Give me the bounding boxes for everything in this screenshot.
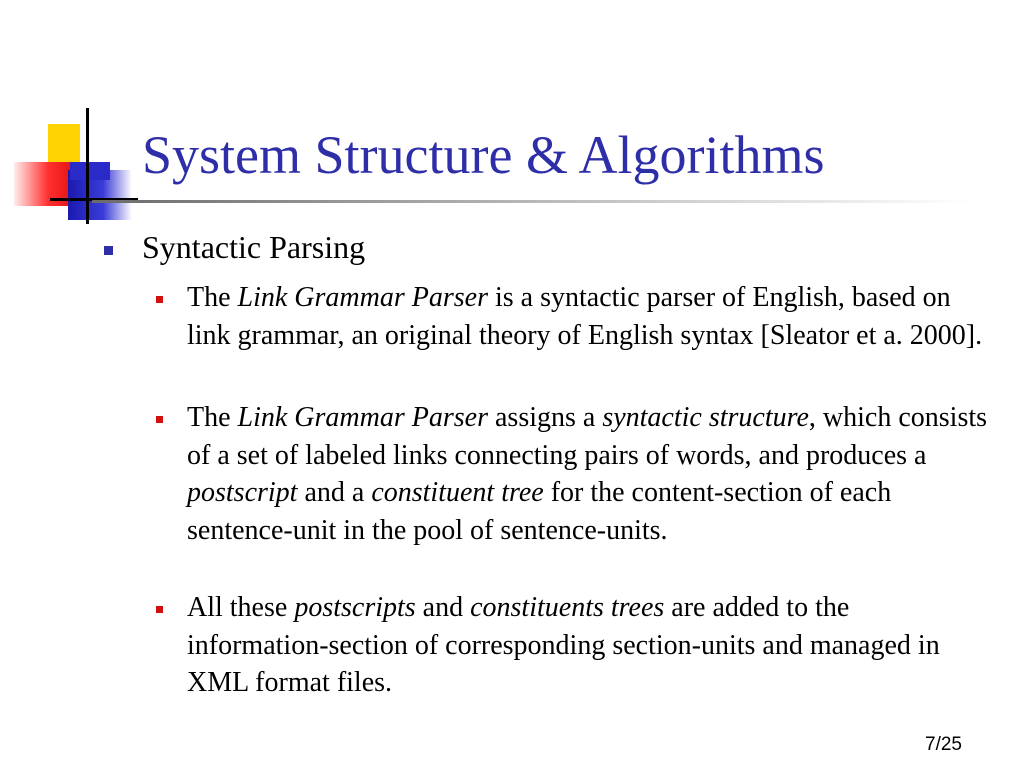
slide-title: System Structure & Algorithms: [142, 125, 825, 185]
bullet-text-run: All these: [187, 592, 295, 623]
bullet-text-run: The: [187, 402, 238, 433]
bullet-text-run: for the content-section of each sentence-unit in the pool of sentence-units.: [187, 477, 892, 546]
level1-bullet-text: Syntactic Parsing: [142, 229, 366, 265]
level1-bullet-icon: [104, 246, 113, 255]
emphasized-term: constituent tree: [371, 477, 544, 509]
level2-bullet-icon: [156, 416, 163, 423]
bullet-text-run: is a syntactic parser of English, based on link grammar, an original theory of English syntax [Sleator et a. 2000].: [187, 282, 983, 351]
bullet-item-3: [187, 589, 997, 702]
bullet-text-run: , which consists of a set of labeled links connecting pairs of words, and produces a: [187, 402, 988, 471]
logo-vertical-line: [86, 108, 89, 224]
emphasized-term: Link Grammar Parser: [237, 402, 488, 433]
level2-bullet-icon: [156, 606, 163, 613]
bullet-text-run: The: [187, 282, 238, 313]
bullet-text-run: assigns a: [488, 402, 603, 433]
logo-blue-accent: [70, 162, 110, 180]
emphasized-term: postscripts: [294, 592, 416, 623]
emphasized-term: constituents trees: [470, 592, 665, 623]
page-number: 7/25: [925, 734, 962, 755]
logo-yellow-square: [48, 124, 80, 162]
bullet-item-2: [187, 399, 997, 549]
bullet-text-run: are added to the information-section of corresponding section-units and managed in XML format files.: [187, 592, 940, 699]
bullet-text-run: and a: [297, 477, 372, 509]
slide-logo-decoration: [0, 100, 140, 230]
level2-bullet-icon: [156, 296, 163, 303]
emphasized-term: postscript: [187, 477, 298, 509]
emphasized-term: syntactic structure: [602, 402, 809, 433]
emphasized-term: Link Grammar Parser: [237, 282, 488, 313]
bullet-item-1: [187, 279, 997, 354]
title-underline: [92, 200, 972, 203]
bullet-text-run: and: [415, 592, 471, 623]
